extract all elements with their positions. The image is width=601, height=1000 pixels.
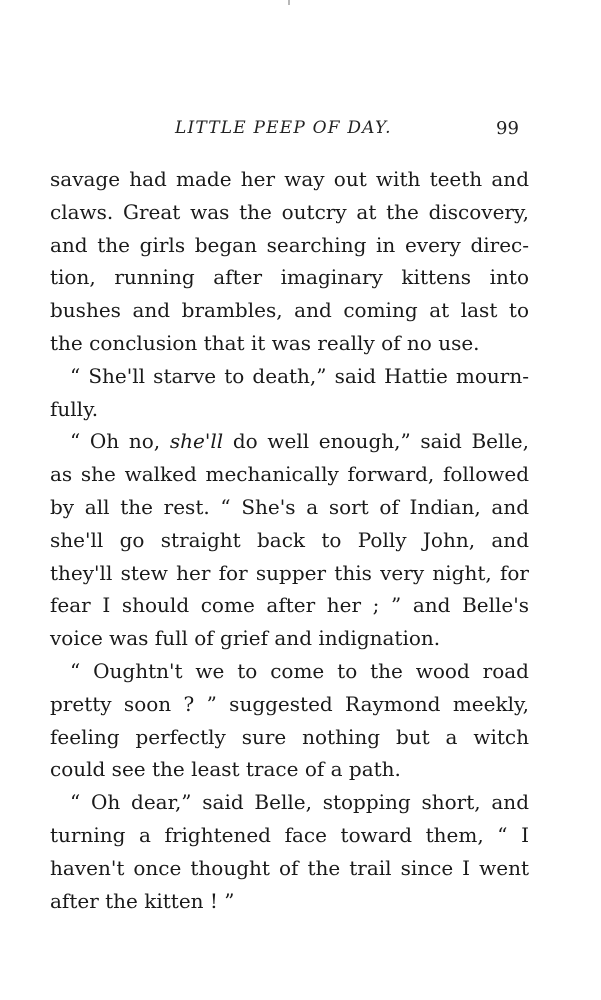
text-line: bushes and brambles, and coming at last to [50, 298, 529, 323]
text-line: she'll go straight back to Polly John, and [50, 527, 529, 552]
text-line: “ Oughtn't we to come to the wood road [70, 658, 529, 683]
text-line: could see the least trace of a path. [50, 757, 401, 782]
text-line: “ Oh no, she'll do well enough,” said Belle, [70, 429, 529, 454]
text-line: and the girls began searching in every direc- [50, 232, 529, 257]
text-line: voice was full of grief and indignation. [50, 626, 441, 651]
page-number: 99 [496, 118, 519, 139]
emphasis: she'll [169, 429, 224, 454]
text-line: fully. [50, 396, 99, 421]
text-line: savage had made her way out with teeth and [50, 167, 529, 191]
text-line: turning a frightened face toward them, “ I [50, 822, 529, 847]
text-line: claws. Great was the outcry at the discovery, [50, 199, 529, 224]
text-line: by all the rest. “ She's a sort of Indian, and [50, 494, 529, 519]
body-text [50, 163, 529, 917]
text-line: “ Oh dear,” said Belle, stopping short, and [70, 790, 529, 815]
text-line: tion, running after imaginary kittens into [50, 265, 529, 290]
text-line: “ She'll starve to death,” said Hattie mourn- [70, 363, 529, 388]
print-mark [288, 0, 290, 5]
text-line: pretty soon ? ” suggested Raymond meekly, [50, 691, 529, 716]
text-line: as she walked mechanically forward, followed [50, 462, 529, 487]
text-line: fear I should come after her ; ” and Belle's [50, 593, 529, 618]
text-line: after the kitten ! ” [50, 888, 235, 913]
text-line: feeling perfectly sure nothing but a witch [50, 724, 529, 749]
text-line: haven't once thought of the trail since I went [50, 855, 529, 880]
running-title: LITTLE PEEP OF DAY. [175, 118, 392, 138]
text-line: they'll stew her for supper this very night, for [50, 560, 529, 585]
text-line: the conclusion that it was really of no use. [50, 330, 480, 355]
